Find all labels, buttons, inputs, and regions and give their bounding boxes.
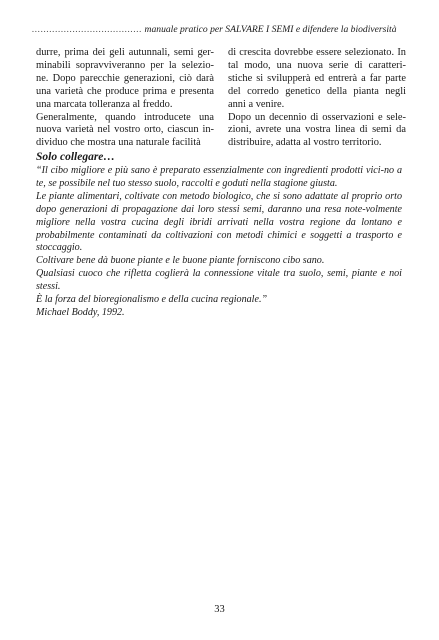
quote-paragraph: “Il cibo migliore e più sano è preparato essenzialmente con ingredienti prodotti vici-no a te, se possibile nel tuo stesso suolo, raccolti e goduti nella stagione giusta.: [36, 165, 402, 189]
quote-paragraph: Le piante alimentari, coltivate con metodo biologico, che si sono adattate al proprio orto dopo generazioni di propagazione dai loro stessi semi, daranno una resa note-volmente migliore nella vostra cucina degli ibridi arrivati nella vostra regione da lontano e probabilmente contaminati da coltivazioni con metodi chimici e soggetti a trasporto e stoccaggio.: [36, 190, 402, 254]
quote-paragraph: Coltivare bene dà buone piante e le buone piante forniscono cibo sano.: [36, 255, 325, 267]
header-title: manuale pratico per SALVARE I SEMI e difendere la biodiversità: [144, 24, 397, 35]
quote-section: [36, 150, 402, 320]
right-column: [228, 47, 406, 150]
quote-heading: Solo collegare…: [36, 151, 115, 163]
left-paragraph: Generalmente, quando introducete una nuova varietà nel vostro orto, ciascun in-dividuo che mostra una naturale facilità: [36, 111, 214, 149]
running-header: [32, 24, 407, 36]
quote-paragraph: Qualsiasi cuoco che rifletta coglierà la connessione vitale tra suolo, semi, piante e noi stessi.: [36, 268, 402, 293]
left-column: [36, 47, 214, 150]
quote-attribution: Michael Boddy, 1992.: [36, 306, 125, 318]
header-dots: ......................................: [32, 24, 143, 35]
two-column-body: [36, 47, 406, 150]
left-paragraph: durre, prima dei geli autunnali, semi ger-minabili sopravviveranno per la selezio-ne. Dopo parecchie generazioni, ciò darà una varietà che produce prima e presenta una marcata tolleranza al freddo.: [36, 47, 214, 110]
quote-paragraph: È la forza del bioregionalismo e della cucina regionale.”: [36, 294, 268, 306]
page-number: 33: [214, 604, 225, 615]
right-paragraph: di crescita dovrebbe essere selezionato. In tal modo, una nuova serie di caratteri-stiche si svilupperà ed entrerà a far parte del corredo genetico della pianta negli anni a venire.: [228, 47, 406, 110]
right-paragraph: Dopo un decennio di osservazioni e sele-zioni, avrete una vostra linea di semi da distribuire, adatta al vostro territorio.: [228, 111, 406, 149]
